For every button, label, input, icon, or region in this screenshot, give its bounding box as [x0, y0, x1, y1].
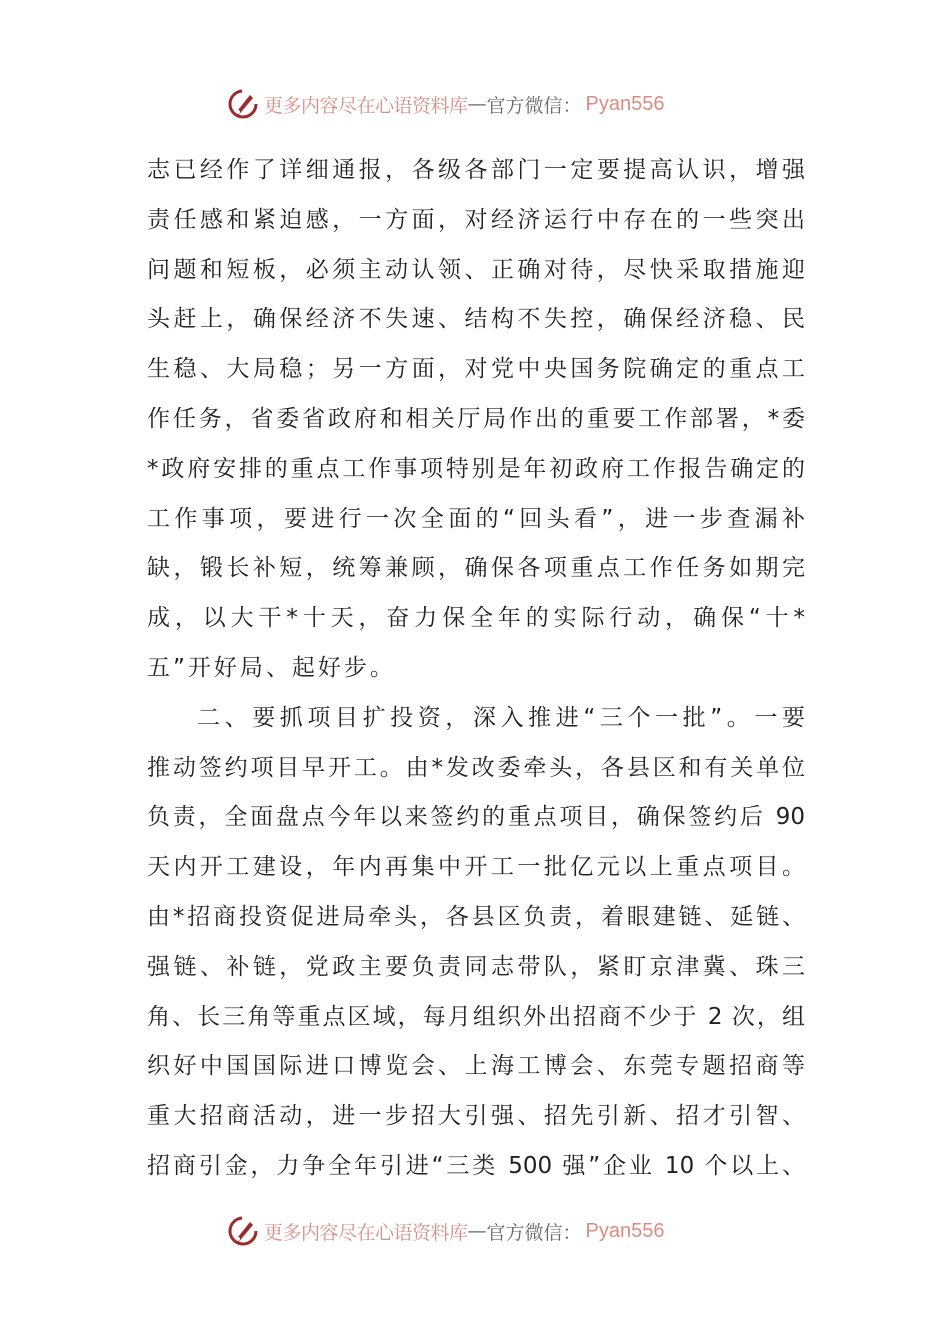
text-line: 强链、补链，党政主要负责同志带队，紧盯京津冀、珠三 — [147, 953, 805, 980]
text-line: 由*招商投资促进局牵头，各县区负责，着眼建链、延链、 — [147, 903, 805, 930]
document-body — [147, 146, 805, 1192]
text-line: 招商引金，力争全年引进“三类 500 强”企业 10 个以上、 — [147, 1152, 805, 1179]
watermark-wechat-label: 官方微信： — [486, 94, 582, 117]
text-line: 二、要抓项目扩投资，深入推进“三个一批”。一要 — [197, 704, 805, 731]
text-line: 头赶上，确保经济不失速、结构不失控，确保经济稳、民 — [147, 306, 805, 333]
watermark-footer — [226, 1213, 726, 1249]
text-line: 缺，锻长补短，统筹兼顾，确保各项重点工作任务如期完 — [147, 555, 805, 582]
watermark-dash: — — [467, 1220, 487, 1242]
pen-logo-icon — [226, 87, 260, 121]
pen-logo-icon — [226, 1214, 260, 1248]
text-line: 天内开工建设，年内再集中开工一批亿元以上重点项目。 — [147, 854, 805, 881]
watermark-wechat-id: Pyan556 — [585, 92, 665, 115]
text-line: 负责，全面盘点今年以来签约的重点项目，确保签约后 90 — [147, 804, 805, 831]
text-line: 五”开好局、起好步。 — [147, 654, 396, 681]
watermark-text: 更多内容尽在心语资料库 — [264, 94, 468, 117]
text-line: 志已经作了详细通报，各级各部门一定要提高认识，增强 — [147, 157, 805, 183]
text-line: 重大招商活动，进一步招大引强、招先引新、招才引智、 — [147, 1103, 805, 1130]
text-line: 生稳、大局稳；另一方面，对党中央国务院确定的重点工 — [147, 356, 805, 383]
text-line: 作任务，省委省政府和相关厅局作出的重要工作部署，*委 — [147, 405, 805, 432]
text-line: 成，以大干*十天，奋力保全年的实际行动，确保“十* — [147, 605, 805, 632]
paragraph-2 — [147, 694, 805, 1192]
watermark-dash: — — [467, 93, 487, 115]
watermark-wechat-label: 官方微信： — [486, 1221, 582, 1244]
watermark-wechat-id: Pyan556 — [585, 1219, 665, 1242]
text-line: 工作事项，要进行一次全面的“回头看”，进一步查漏补 — [147, 505, 805, 532]
text-line: 推动签约项目早开工。由*发改委牵头，各县区和有关单位 — [147, 754, 805, 781]
text-line: 织好中国国际进口博览会、上海工博会、东莞专题招商等 — [147, 1053, 805, 1080]
text-line: 问题和短板，必须主动认领、正确对待，尽快采取措施迎 — [147, 256, 805, 283]
watermark-header — [226, 86, 726, 122]
text-line: 角、长三角等重点区域，每月组织外出招商不少于 2 次，组 — [147, 1003, 805, 1030]
paragraph-1 — [147, 146, 805, 694]
text-line: *政府安排的重点工作事项特别是年初政府工作报告确定的 — [147, 455, 805, 482]
watermark-text: 更多内容尽在心语资料库 — [264, 1221, 468, 1244]
text-line: 责任感和紧迫感，一方面，对经济运行中存在的一些突出 — [147, 206, 805, 233]
